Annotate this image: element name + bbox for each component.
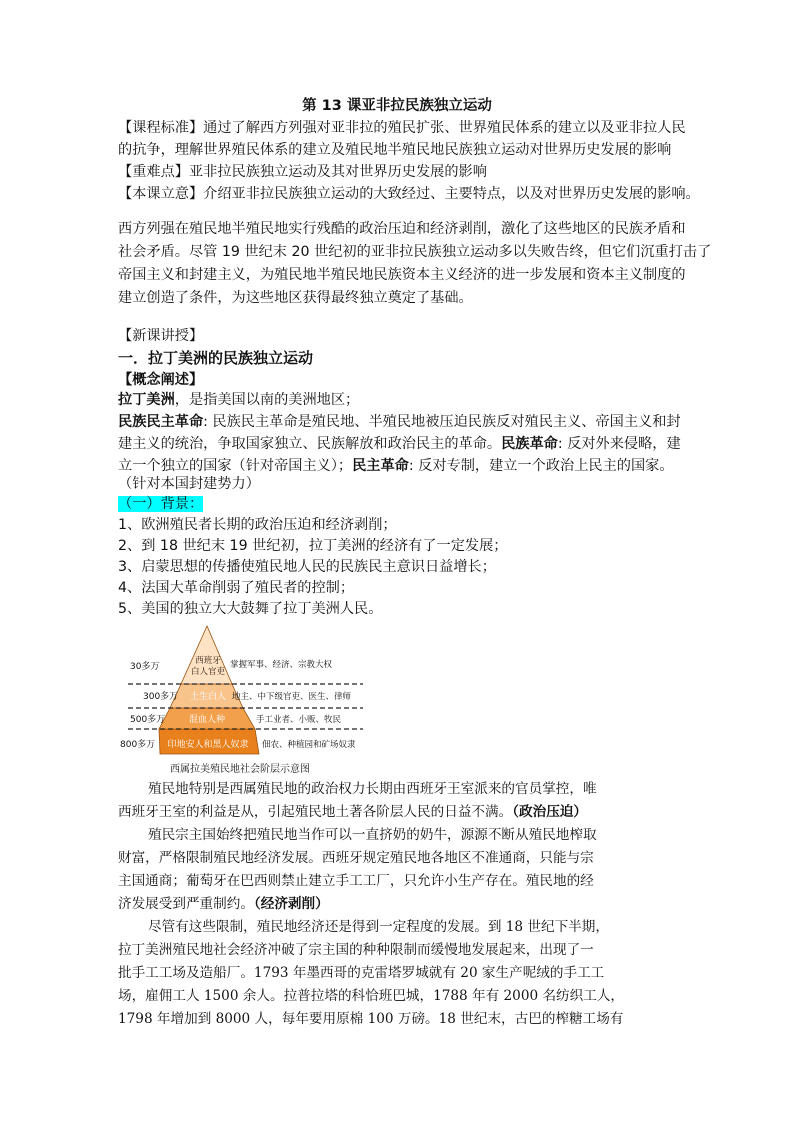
economic-exploitation-tag: （经济剥削） (253, 896, 329, 912)
intro-line-4: 建立创造了条件，为这些地区获得最终独立奠定了基础。 (118, 290, 473, 306)
pyramid-name-1b: 白人官吏 (190, 667, 226, 677)
pyramid-desc-1: 掌握军事、经济、宗教大权 (230, 660, 333, 670)
page-title: 第 13 课亚非拉民族独立运动 (302, 98, 492, 114)
pyramid-count-3: 500多万 (130, 715, 166, 725)
pyramid-caption: 西属拉美殖民地社会阶层示意图 (170, 764, 310, 775)
social-hierarchy-pyramid (118, 622, 363, 782)
background-label: （一）背景： (118, 496, 204, 512)
background-item-2: 2、到 18 世纪末 19 世纪初，拉丁美洲的经济有了一定发展； (118, 538, 508, 554)
democratic-revolution-text: : 反对专制，建立一个政治上民主的国家。 (408, 458, 674, 474)
pyramid-name-3: 混血人种 (188, 715, 226, 725)
national-revolution-term: 民族革命 (501, 436, 558, 452)
political-oppression-tag: （政治压迫） (512, 804, 587, 820)
background-item-5: 5、美国的独立大大鼓舞了拉丁美洲人民。 (118, 601, 383, 617)
para3-line5: 1798 年增加到 8000 人，每年要用原棉 100 万磅。18 世纪末，古巴的榨糖工场有 (118, 1011, 624, 1027)
key-points-text: 亚非拉民族独立运动及其对世界历史发展的影响 (188, 164, 487, 180)
pyramid-name-1a: 西班牙 (195, 656, 221, 666)
revolution-text1: : 民族民主革命是殖民地、半殖民地被压迫民族反对殖民主义、帝国主义和封 (203, 414, 681, 430)
para2-line4 (118, 893, 329, 915)
revolution-def-line4: （针对本国封建势力） (118, 476, 260, 492)
para1-text2: 西班牙王室的利益是从，引起殖民地土著各阶层人民的日益不满。 (118, 804, 513, 820)
background-item-3: 3、启蒙思想的传播使殖民地人民的民族民主意识日益增长； (118, 559, 496, 575)
pyramid-count-4: 800多万 (120, 740, 156, 750)
pyramid-desc-2: 地主、中下级官吏、医生、律师 (232, 692, 352, 702)
section1-heading: 一．拉丁美洲的民族独立运动 (118, 349, 314, 367)
revolution-text4: 立一个独立的国家（针对帝国主义）； (118, 458, 353, 474)
key-points-line (118, 161, 487, 183)
background-item-1: 1、欧洲殖民者长期的政治压迫和经济剥削； (118, 517, 397, 533)
democratic-revolution-term: 民主革命 (352, 458, 409, 474)
para1-line1: 殖民地特别是西属殖民地的政治权力长期由西班牙王室派来的官员掌控，唯 (148, 781, 597, 797)
pyramid-count-2: 300多万 (143, 692, 179, 702)
latin-america-def (118, 389, 359, 411)
para3-line1: 尽管有这些限制，殖民地经济还是得到一定程度的发展。到 18 世纪下半期， (148, 919, 609, 935)
lesson-purpose-text: 介绍亚非拉民族独立运动的大致经过、主要特点，以及对世界历史发展的影响。 (203, 186, 700, 202)
pyramid-desc-3: 手工业者、小贩、牧民 (256, 715, 342, 725)
revolution-def-line1 (118, 411, 681, 433)
para3-line4: 场，雇佣工人 1500 余人。拉普拉塔的科恰班巴城，1788 年有 2000 名纺织工人， (118, 988, 625, 1004)
latin-america-term: 拉丁美洲 (118, 392, 175, 408)
concept-heading: 【概念阐述】 (118, 372, 204, 388)
para2-text4: 济发展受到严重制约。 (118, 896, 254, 912)
new-lesson-heading: 【新课讲授】 (118, 328, 204, 344)
curriculum-standard-text1: 通过了解西方列强对亚非拉的殖民扩张、世界殖民体系的建立以及亚非拉人民 (203, 120, 686, 136)
latin-america-text: ，是指美国以南的美洲地区； (174, 392, 360, 408)
pyramid-name-2: 土生白人 (189, 692, 227, 702)
curriculum-standard-line1 (118, 117, 686, 139)
para2-line1: 殖民宗主国始终把殖民地当作可以一直挤奶的奶牛，源源不断从殖民地榨取 (148, 827, 597, 843)
pyramid-name-4: 印地安人和黑人奴隶 (167, 740, 249, 750)
intro-line-2: 社会矛盾。尽管 19 世纪末 20 世纪初的亚非拉民族独立运动多以失败告终，但它们沉重打击了 (118, 244, 712, 260)
pyramid-desc-4: 佃农、种植园和矿场奴隶 (262, 740, 356, 750)
curriculum-standard-line2: 的抗争，理解世界殖民体系的建立及殖民地半殖民地民族独立运动对世界历史发展的影响 (118, 142, 672, 158)
para2-line3: 主国通商；葡萄牙在巴西则禁止建立手工工厂，只允许小生产存在。殖民地的经 (118, 873, 594, 889)
para3-line3: 批手工工场及造船厂。1793 年墨西哥的克雷塔罗城就有 20 家生产呢绒的手工工 (118, 965, 605, 981)
lesson-purpose-label: 【本课立意】 (118, 186, 204, 202)
national-revolution-text: : 反对外来侵略，建 (557, 436, 681, 452)
revolution-text2: 建主义的统治，争取国家独立、民族解放和政治民主的革命。 (118, 436, 502, 452)
lesson-purpose-line (118, 183, 700, 205)
intro-line-1: 西方列强在殖民地半殖民地实行残酷的政治压迫和经济剥削，激化了这些地区的民族矛盾和 (118, 221, 686, 237)
key-points-label: 【重难点】 (118, 164, 189, 180)
para3-line2: 拉丁美洲殖民地社会经济冲破了宗主国的种种限制而缓慢地发展起来，出现了一 (118, 942, 594, 958)
para1-line2 (118, 801, 587, 823)
curriculum-standard-label: 【课程标准】 (118, 120, 204, 136)
background-item-4: 4、法国大革命削弱了殖民者的控制； (118, 580, 355, 596)
pyramid-count-1: 30多万 (130, 662, 160, 672)
para2-line2: 财富，严格限制殖民地经济发展。西班牙规定殖民地各地区不准通商，只能与宗 (118, 850, 594, 866)
revolution-def-line2 (118, 433, 681, 455)
background-heading (118, 493, 203, 515)
revolution-term: 民族民主革命 (118, 414, 204, 430)
intro-line-3: 帝国主义和封建主义，为殖民地半殖民地民族资本主义经济的进一步发展和资本主义制度的 (118, 267, 686, 283)
